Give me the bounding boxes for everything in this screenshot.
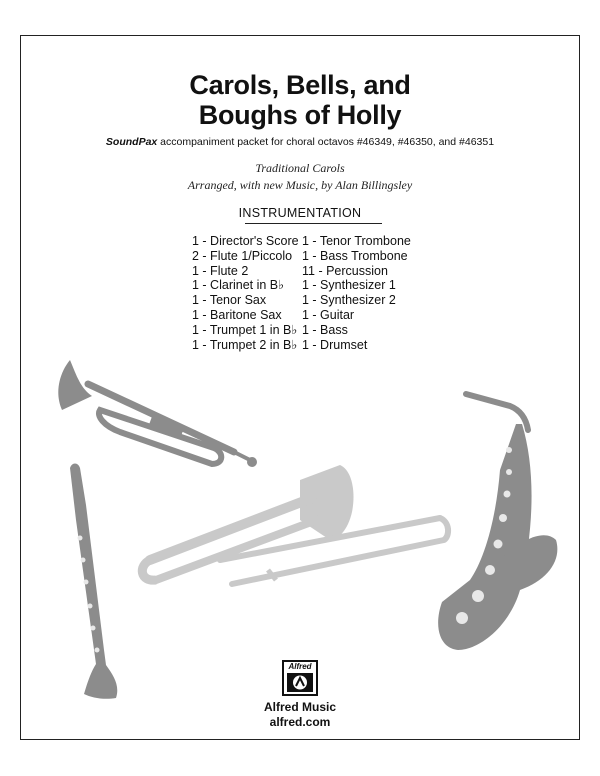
instrument-item: 1 - Trumpet 1 in B♭ — [192, 322, 298, 337]
instrument-item: 1 - Clarinet in B♭ — [192, 278, 285, 293]
instrument-item: 1 - Tenor Sax — [192, 293, 267, 308]
alfred-emblem-icon — [284, 672, 316, 694]
instrument-item: 11 - Percussion — [302, 263, 388, 278]
instrument-item: 1 - Tenor Trombone — [302, 234, 411, 248]
credit-source: Traditional Carols — [255, 161, 345, 175]
title-line-1: Carols, Bells, and — [189, 70, 411, 100]
instrument-item: 1 - Baritone Sax — [192, 307, 282, 322]
instrument-item: 1 - Bass — [302, 322, 348, 337]
trumpet-icon — [58, 360, 257, 467]
publisher-name: Alfred Music — [263, 700, 336, 714]
title-line-2: Boughs of Holly — [198, 100, 402, 130]
instrument-item: 1 - Flute 2 — [192, 263, 249, 278]
alfred-logo-text: Alfred — [288, 662, 312, 671]
instrument-item: 1 - Synthesizer 2 — [302, 293, 396, 308]
publisher-url: alfred.com — [269, 715, 331, 729]
alfred-logo — [282, 660, 318, 696]
instrument-item: 2 - Flute 1/Piccolo — [192, 248, 293, 263]
instrument-item: 1 - Guitar — [302, 307, 355, 322]
saxophone-icon — [438, 394, 557, 650]
instrument-item: 1 - Director's Score — [192, 234, 299, 248]
instrument-item: 1 - Trumpet 2 in B♭ — [192, 337, 298, 352]
subtitle-text: accompaniment packet for choral octavos #46349, #46350, and #46351 — [157, 136, 495, 148]
trombone-icon — [142, 465, 448, 584]
instrument-item: 1 - Bass Trombone — [302, 248, 408, 263]
instrumentation-heading: INSTRUMENTATION — [238, 206, 362, 220]
clarinet-icon — [70, 464, 117, 699]
instrument-item: 1 - Synthesizer 1 — [302, 278, 396, 293]
instrument-item: 1 - Drumset — [302, 337, 368, 352]
subtitle-brand: SoundPax — [105, 136, 158, 148]
credit-arranger: Arranged, with new Music, by Alan Billingsley — [187, 178, 413, 192]
